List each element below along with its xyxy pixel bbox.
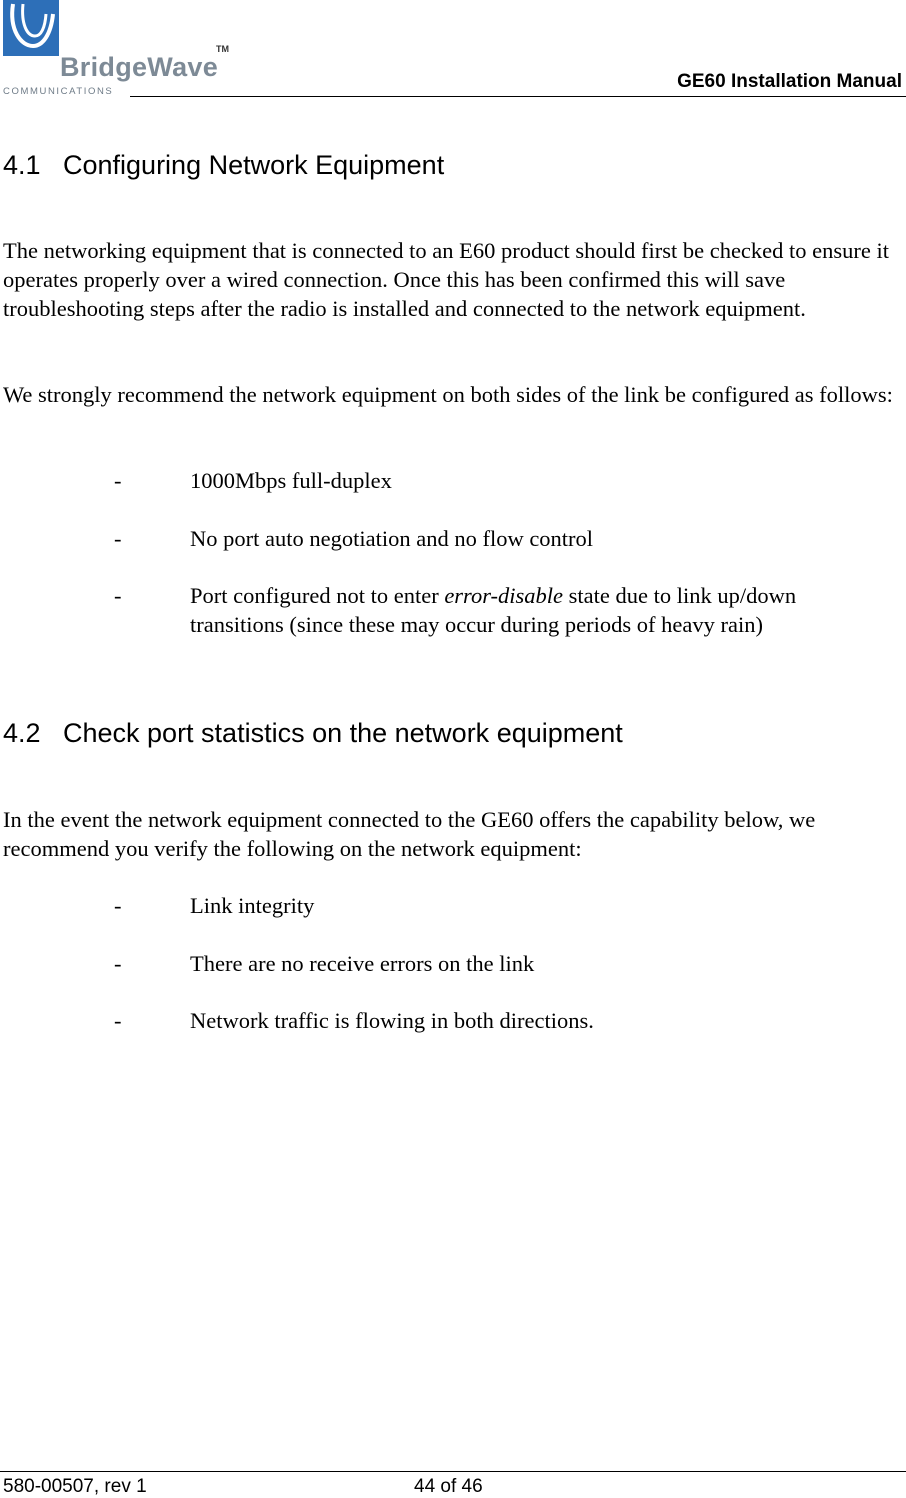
page-number: 44 of 46	[414, 1476, 483, 1497]
emphasized-term: error-disable	[444, 583, 564, 608]
list-item-text: No port auto negotiation and no flow control	[190, 526, 594, 551]
section-title: Check port statistics on the network equipment	[63, 718, 623, 748]
section-4-2-paragraph-1: In the event the network equipment connected to the GE60 offers the capability below, we recommend you verify the following on the network equipment:	[3, 807, 816, 861]
section-4-1-paragraph-2: We strongly recommend the network equipment on both sides of the link be configured as follows:	[3, 382, 893, 407]
bullet-dash: -	[114, 1008, 122, 1033]
list-item-text: Link integrity	[190, 893, 315, 918]
bullet-dash: -	[114, 583, 122, 608]
list-item-text: 1000Mbps full-duplex	[190, 468, 392, 493]
bullet-dash: -	[114, 468, 122, 493]
manual-title: GE60 Installation Manual	[677, 71, 902, 92]
bullet-dash: -	[114, 951, 122, 976]
section-4-1-heading	[3, 150, 444, 181]
text-run: Port configured not to enter	[190, 583, 445, 608]
list-item-text: Network traffic is flowing in both directions.	[190, 1008, 594, 1033]
header-divider	[130, 96, 906, 97]
logo-trademark: TM	[216, 44, 229, 54]
section-number: 4.1	[3, 150, 41, 180]
section-number: 4.2	[3, 718, 41, 748]
bullet-dash: -	[114, 893, 122, 918]
list-item-text	[190, 581, 890, 639]
logo-wordmark: BridgeWave	[60, 52, 219, 82]
document-number: 580-00507, rev 1	[3, 1476, 147, 1497]
logo-subtitle: COMMUNICATIONS	[3, 86, 114, 97]
bullet-dash: -	[114, 526, 122, 551]
list-item-text: There are no receive errors on the link	[190, 951, 535, 976]
section-4-1-paragraph-1: The networking equipment that is connected to an E60 product should first be checked to ensure it operates properly over a wired connection. Once this has been confirmed this will save troubleshooting steps after the radio is installed and connected to the network equipment.	[3, 238, 890, 321]
bridgewave-logo-icon	[3, 0, 59, 56]
section-4-2-heading	[3, 718, 623, 749]
footer-divider	[0, 1471, 906, 1472]
text-run: state due to link up/down transitions (since these may occur during periods of heavy rain)	[190, 583, 797, 637]
section-title: Configuring Network Equipment	[63, 150, 445, 180]
